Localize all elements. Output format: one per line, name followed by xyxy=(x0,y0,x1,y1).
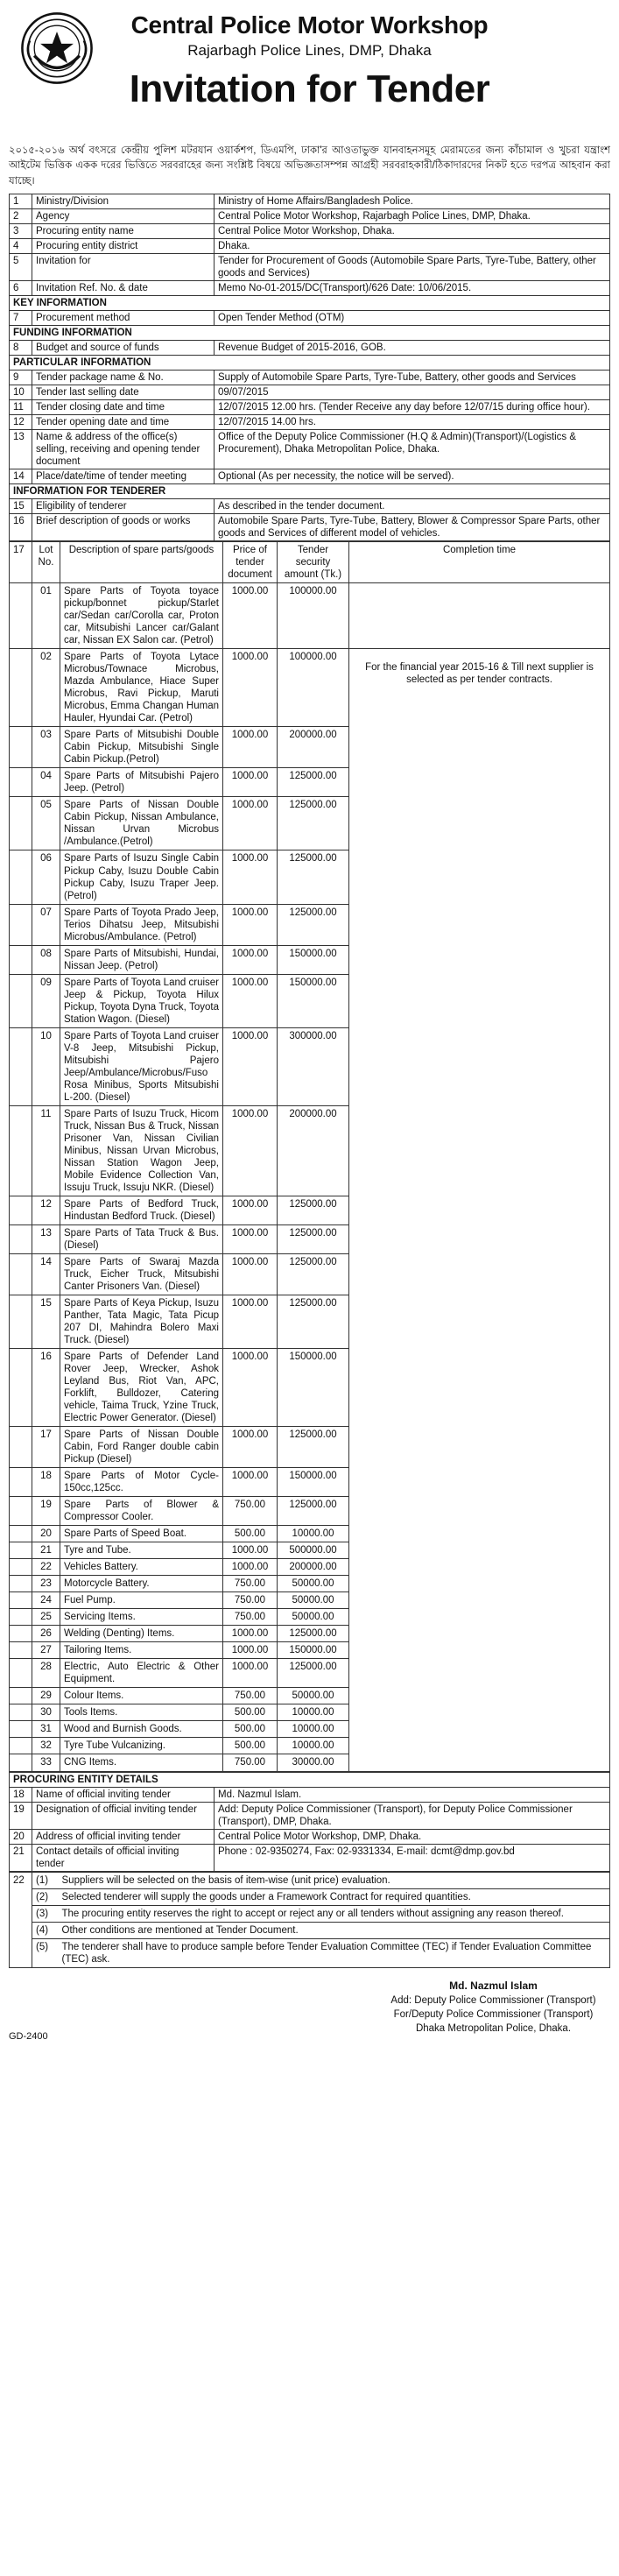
section-heading-row xyxy=(10,295,610,310)
lot-description: Spare Parts of Isuzu Single Cabin Pickup Caby, Isuzu Double Cabin Pickup Caby, Isuzu Traper Jeep. (Petrol) xyxy=(60,850,223,904)
row-label: Tender opening date and time xyxy=(32,414,215,429)
info-row xyxy=(10,1829,610,1844)
info-row xyxy=(10,223,610,238)
lot-spacer xyxy=(10,583,32,649)
lot-no: 02 xyxy=(32,649,60,727)
section-heading: PARTICULAR INFORMATION xyxy=(10,355,610,370)
info-row xyxy=(10,1802,610,1829)
info-row xyxy=(10,499,610,514)
lot-spacer xyxy=(10,974,32,1027)
lot-no: 17 xyxy=(32,1427,60,1468)
lot-no: 32 xyxy=(32,1738,60,1754)
info-row xyxy=(10,1844,610,1871)
lot-description: Spare Parts of Keya Pickup, Isuzu Panther, Tata Magic, Tata Picup 207 DI, Mahindra Bolero Maxi Truck. (Diesel) xyxy=(60,1295,223,1349)
lot-no: 20 xyxy=(32,1526,60,1542)
row-label: Agency xyxy=(32,208,215,223)
lot-price: 1000.00 xyxy=(223,727,278,768)
lot-spacer xyxy=(10,945,32,974)
lot-spacer xyxy=(10,1224,32,1253)
row-no: 21 xyxy=(10,1844,32,1871)
lot-no: 13 xyxy=(32,1224,60,1253)
lot-completion-blank xyxy=(349,583,610,649)
lot-spacer xyxy=(10,1659,32,1688)
section-heading: PROCURING ENTITY DETAILS xyxy=(10,1772,610,1787)
lot-security: 150000.00 xyxy=(278,945,349,974)
lot-no: 07 xyxy=(32,904,60,945)
info-row xyxy=(10,414,610,429)
lot-spacer xyxy=(10,1609,32,1626)
row-no: 5 xyxy=(10,253,32,280)
lot-description: Wood and Burnish Goods. xyxy=(60,1721,223,1738)
lot-description: Spare Parts of Toyota Prado Jeep, Terios Dihatsu Jeep, Mitsubishi Microbus/Ambulance. (Petrol) xyxy=(60,904,223,945)
lot-no: 22 xyxy=(32,1559,60,1576)
info-row xyxy=(10,340,610,355)
lot-spacer xyxy=(10,1196,32,1224)
info-row xyxy=(10,310,610,325)
lot-spacer xyxy=(10,1576,32,1592)
lot-spacer xyxy=(10,1688,32,1704)
row-label: Tender package name & No. xyxy=(32,370,215,385)
lot-security: 125000.00 xyxy=(278,1224,349,1253)
lot-price: 1000.00 xyxy=(223,1468,278,1497)
lots-header-row xyxy=(10,542,610,583)
lot-spacer xyxy=(10,850,32,904)
lot-spacer xyxy=(10,1704,32,1721)
info-row xyxy=(10,208,610,223)
condition-number: (2) xyxy=(32,1888,59,1905)
lot-description: Spare Parts of Swaraj Mazda Truck, Eicher Truck, Mitsubishi Canter Prisoners Van. (Diesel) xyxy=(60,1253,223,1295)
lot-description: Electric, Auto Electric & Other Equipment. xyxy=(60,1659,223,1688)
lot-security: 150000.00 xyxy=(278,1468,349,1497)
lot-security: 10000.00 xyxy=(278,1738,349,1754)
lot-price: 1000.00 xyxy=(223,649,278,727)
lot-no: 23 xyxy=(32,1576,60,1592)
lot-security: 10000.00 xyxy=(278,1526,349,1542)
lot-spacer xyxy=(10,1626,32,1642)
lot-price: 750.00 xyxy=(223,1497,278,1526)
row-value: Add: Deputy Police Commissioner (Transport), for Deputy Police Commissioner (Transport), DMP, Dhaka. xyxy=(215,1802,610,1829)
desc-header: Description of spare parts/goods xyxy=(60,542,223,583)
info-row xyxy=(10,1787,610,1802)
row-value: 12/07/2015 14.00 hrs. xyxy=(215,414,610,429)
lot-security: 125000.00 xyxy=(278,904,349,945)
row-no: 16 xyxy=(10,514,32,541)
lot-security: 125000.00 xyxy=(278,1196,349,1224)
conditions-table xyxy=(9,1872,610,1968)
police-emblem-logo xyxy=(19,11,95,86)
lot-description: CNG Items. xyxy=(60,1754,223,1771)
lot-spacer xyxy=(10,1427,32,1468)
row-value: Memo No-01-2015/DC(Transport)/626 Date: 10/06/2015. xyxy=(215,280,610,295)
row-no: 3 xyxy=(10,223,32,238)
lot-security: 125000.00 xyxy=(278,1659,349,1688)
row-no: 14 xyxy=(10,469,32,484)
lot-price: 500.00 xyxy=(223,1526,278,1542)
completion-header: Completion time xyxy=(349,542,610,583)
lot-price: 1000.00 xyxy=(223,1659,278,1688)
row-no: 6 xyxy=(10,280,32,295)
lot-price: 1000.00 xyxy=(223,1427,278,1468)
lot-security: 125000.00 xyxy=(278,1253,349,1295)
lot-no: 10 xyxy=(32,1027,60,1105)
lot-no: 09 xyxy=(32,974,60,1027)
info-row xyxy=(10,253,610,280)
section-heading-row xyxy=(10,484,610,499)
lot-security: 100000.00 xyxy=(278,649,349,727)
lot-description: Spare Parts of Toyota Land cruiser Jeep & Pickup, Toyota Hilux Pickup, Toyota Dyna Truck, Toyota Station Wagon. (Diesel) xyxy=(60,974,223,1027)
lot-spacer xyxy=(10,1349,32,1427)
lot-description: Spare Parts of Motor Cycle-150cc,125cc. xyxy=(60,1468,223,1497)
lot-security: 500000.00 xyxy=(278,1542,349,1559)
signatory-line-2: For/Deputy Police Commissioner (Transport) xyxy=(393,2008,594,2020)
row-label: Address of official inviting tender xyxy=(32,1829,215,1844)
lot-price: 1000.00 xyxy=(223,850,278,904)
lot-security: 10000.00 xyxy=(278,1704,349,1721)
info-row xyxy=(10,194,610,208)
lot-spacer xyxy=(10,1738,32,1754)
lot-spacer xyxy=(10,1754,32,1771)
lot-spacer xyxy=(10,1105,32,1196)
lot-no: 19 xyxy=(32,1497,60,1526)
price-header: Price of tender document xyxy=(223,542,278,583)
lot-no: 05 xyxy=(32,797,60,850)
lot-security: 50000.00 xyxy=(278,1688,349,1704)
lot-spacer xyxy=(10,768,32,797)
lot-no: 29 xyxy=(32,1688,60,1704)
lot-no: 30 xyxy=(32,1704,60,1721)
lot-security: 125000.00 xyxy=(278,768,349,797)
lot-description: Tyre Tube Vulcanizing. xyxy=(60,1738,223,1754)
row-no: 19 xyxy=(10,1802,32,1829)
lot-description: Spare Parts of Mitsubishi, Hundai, Nissan Jeep. (Petrol) xyxy=(60,945,223,974)
lot-description: Spare Parts of Bedford Truck, Hindustan Bedford Truck. (Diesel) xyxy=(60,1196,223,1224)
lot-description: Spare Parts of Toyota Lytace Microbus/Townace Microbus, Mazda Ambulance, Hiace Super Microbus, Ravi Pickup, Maruti Microbus, Emma Changan Human Hauler, Hyundai Car. (Petrol) xyxy=(60,649,223,727)
row-value: As described in the tender document. xyxy=(215,499,610,514)
lot-price: 750.00 xyxy=(223,1754,278,1771)
lot-security: 150000.00 xyxy=(278,974,349,1027)
lot-price: 1000.00 xyxy=(223,945,278,974)
lot-description: Spare Parts of Nissan Double Cabin Pickup, Nissan Ambulance, Nissan Urvan Microbus /Ambulance.(Petrol) xyxy=(60,797,223,850)
row-label: Brief description of goods or works xyxy=(32,514,215,541)
condition-number: (1) xyxy=(32,1872,59,1888)
lot-description: Fuel Pump. xyxy=(60,1592,223,1609)
lot-no: 26 xyxy=(32,1626,60,1642)
lot-price: 1000.00 xyxy=(223,1295,278,1349)
row-no: 2 xyxy=(10,208,32,223)
row-no: 18 xyxy=(10,1787,32,1802)
condition-text: Suppliers will be selected on the basis of item-wise (unit price) evaluation. xyxy=(59,1872,610,1888)
lot-description: Spare Parts of Mitsubishi Pajero Jeep. (Petrol) xyxy=(60,768,223,797)
condition-text: Other conditions are mentioned at Tender Document. xyxy=(59,1922,610,1938)
lot-security: 125000.00 xyxy=(278,1497,349,1526)
lot-price: 1000.00 xyxy=(223,1224,278,1253)
condition-row xyxy=(10,1872,610,1888)
row-value: Automobile Spare Parts, Tyre-Tube, Battery, Blower & Compressor Spare Parts, other goods and Services of different model of vehicles. xyxy=(215,514,610,541)
info-row xyxy=(10,514,610,541)
row-label: Ministry/Division xyxy=(32,194,215,208)
condition-row xyxy=(10,1938,610,1967)
condition-number: (3) xyxy=(32,1905,59,1922)
row-label: Budget and source of funds xyxy=(32,340,215,355)
lot-spacer xyxy=(10,904,32,945)
lot-security: 125000.00 xyxy=(278,797,349,850)
official-table xyxy=(9,1772,610,1872)
lot-price: 500.00 xyxy=(223,1704,278,1721)
row-label: Designation of official inviting tender xyxy=(32,1802,215,1829)
conditions-no: 22 xyxy=(10,1872,32,1967)
lot-description: Colour Items. xyxy=(60,1688,223,1704)
lot-spacer xyxy=(10,1721,32,1738)
condition-text: Selected tenderer will supply the goods under a Framework Contract for required quantities. xyxy=(59,1888,610,1905)
lot-price: 750.00 xyxy=(223,1609,278,1626)
condition-row xyxy=(10,1922,610,1938)
row-label: Invitation for xyxy=(32,253,215,280)
lot-no-header: Lot No. xyxy=(32,542,60,583)
lot-description: Motorcycle Battery. xyxy=(60,1576,223,1592)
lot-description: Spare Parts of Speed Boat. xyxy=(60,1526,223,1542)
lot-spacer xyxy=(10,1642,32,1659)
section-heading: KEY INFORMATION xyxy=(10,295,610,310)
lot-description: Spare Parts of Nissan Double Cabin, Ford Ranger double cabin Pickup (Diesel) xyxy=(60,1427,223,1468)
condition-text: The tenderer shall have to produce sample before Tender Evaluation Committee (TEC) if Tender Evaluation Committee (TEC) ask. xyxy=(59,1938,610,1967)
lot-no: 08 xyxy=(32,945,60,974)
info-row xyxy=(10,280,610,295)
lot-spacer xyxy=(10,1559,32,1576)
info-row xyxy=(10,385,610,399)
lot-spacer xyxy=(10,1295,32,1349)
row-value: Ministry of Home Affairs/Bangladesh Police. xyxy=(215,194,610,208)
lot-security: 150000.00 xyxy=(278,1349,349,1427)
lot-description: Spare Parts of Defender Land Rover Jeep, Wrecker, Ashok Leyland Bus, Riot Van, APC, Forklift, Bulldozer, Catering vehicle, Taima Truck, Yzine Truck, Electric Power Generator. (Diesel) xyxy=(60,1349,223,1427)
row-value: Phone : 02-9350274, Fax: 02-9331334, E-mail: dcmt@dmp.gov.bd xyxy=(215,1844,610,1871)
lot-spacer xyxy=(10,1592,32,1609)
condition-row xyxy=(10,1888,610,1905)
row-no: 20 xyxy=(10,1829,32,1844)
row-value: Central Police Motor Workshop, DMP, Dhaka. xyxy=(215,1829,610,1844)
lot-price: 1000.00 xyxy=(223,1542,278,1559)
lot-no: 27 xyxy=(32,1642,60,1659)
lot-security: 150000.00 xyxy=(278,1642,349,1659)
info-row xyxy=(10,469,610,484)
lot-spacer xyxy=(10,797,32,850)
info-table xyxy=(9,194,610,541)
lot-security: 50000.00 xyxy=(278,1609,349,1626)
lot-price: 1000.00 xyxy=(223,583,278,649)
lot-price: 1000.00 xyxy=(223,904,278,945)
signature-block xyxy=(376,1979,610,2036)
lot-spacer xyxy=(10,1468,32,1497)
lot-spacer xyxy=(10,1497,32,1526)
row-no: 12 xyxy=(10,414,32,429)
signatory-line-1: Add: Deputy Police Commissioner (Transport) xyxy=(390,1994,596,2006)
row-label: Eligibility of tenderer xyxy=(32,499,215,514)
info-row xyxy=(10,399,610,414)
row-value: Revenue Budget of 2015-2016, GOB. xyxy=(215,340,610,355)
lot-no: 31 xyxy=(32,1721,60,1738)
section-heading-row xyxy=(10,325,610,340)
lot-security: 50000.00 xyxy=(278,1576,349,1592)
condition-number: (4) xyxy=(32,1922,59,1938)
lot-price: 1000.00 xyxy=(223,1642,278,1659)
lot-spacer xyxy=(10,727,32,768)
lot-security: 200000.00 xyxy=(278,1559,349,1576)
organization-name: Central Police Motor Workshop xyxy=(130,11,489,39)
row-label: Name & address of the office(s) selling, receiving and opening tender document xyxy=(32,430,215,469)
lot-no: 15 xyxy=(32,1295,60,1349)
lot-spacer xyxy=(10,1542,32,1559)
lot-description: Tyre and Tube. xyxy=(60,1542,223,1559)
row-value: Optional (As per necessity, the notice will be served). xyxy=(215,469,610,484)
row-no: 8 xyxy=(10,340,32,355)
lot-spacer xyxy=(10,649,32,727)
organization-address: Rajarbagh Police Lines, DMP, Dhaka xyxy=(187,42,432,60)
signatory-line-3: Dhaka Metropolitan Police, Dhaka. xyxy=(415,2022,572,2034)
lot-description: Spare Parts of Blower & Compressor Cooler. xyxy=(60,1497,223,1526)
lot-no: 01 xyxy=(32,583,60,649)
info-row xyxy=(10,370,610,385)
lot-security: 200000.00 xyxy=(278,1105,349,1196)
row-no: 13 xyxy=(10,430,32,469)
lot-security: 125000.00 xyxy=(278,850,349,904)
lot-no: 33 xyxy=(32,1754,60,1771)
gd-number: GD-2400 xyxy=(9,2030,48,2042)
signatory-name: Md. Nazmul Islam xyxy=(449,1979,538,1992)
row-value: 12/07/2015 12.00 hrs. (Tender Receive any day before 12/07/15 during office hour). xyxy=(215,399,610,414)
lot-price: 1000.00 xyxy=(223,1626,278,1642)
row-no: 10 xyxy=(10,385,32,399)
lot-description: Spare Parts of Mitsubishi Double Cabin Pickup, Mitsubishi Single Cabin Pickup.(Petrol) xyxy=(60,727,223,768)
lot-security: 125000.00 xyxy=(278,1427,349,1468)
lot-price: 1000.00 xyxy=(223,797,278,850)
lot-no: 06 xyxy=(32,850,60,904)
lot-price: 750.00 xyxy=(223,1592,278,1609)
lot-price: 500.00 xyxy=(223,1738,278,1754)
condition-text: The procuring entity reserves the right to accept or reject any or all tenders without assigning any reason thereof. xyxy=(59,1905,610,1922)
lot-no: 03 xyxy=(32,727,60,768)
lot-price: 1000.00 xyxy=(223,1349,278,1427)
row-label: Procuring entity name xyxy=(32,223,215,238)
lot-description: Servicing Items. xyxy=(60,1609,223,1626)
row-label: Invitation Ref. No. & date xyxy=(32,280,215,295)
intro-paragraph: ২০১৫-২০১৬ অর্থ বৎসরে কেন্দ্রীয় পুলিশ মটরযান ওয়ার্কশপ, ডিএমপি, ঢাকা'র আওতাভুক্ত যানবাহনসমূহ মেরামতের জন্য কাঁচামাল ও খুচরা যন্ত্রাংশ আইটেম ভিত্তিক একক দরের ভিত্তিতে সরবরাহের জন্য সংশ্লিষ্ট বিষয়ে অভিজ্ঞতাসম্পন্ন আগ্রহী সরবরাহকারী/ঠিকাদারদের নিকট হতে দরপত্র আহবান করা যাচ্ছে। xyxy=(9,145,610,187)
lot-price: 1000.00 xyxy=(223,974,278,1027)
lot-description: Spare Parts of Toyota Land cruiser V-8 Jeep, Mitsubishi Pickup, Mitsubishi Pajero Jeep/Ambulance/Microbus/Fuso Rosa Minibus, Sports Mitsubishi L-200. (Diesel) xyxy=(60,1027,223,1105)
lot-description: Tailoring Items. xyxy=(60,1642,223,1659)
notice-title: Invitation for Tender xyxy=(129,67,490,110)
lot-price: 750.00 xyxy=(223,1576,278,1592)
row-label: Contact details of official inviting tender xyxy=(32,1844,215,1871)
lot-security: 100000.00 xyxy=(278,583,349,649)
lot-no: 12 xyxy=(32,1196,60,1224)
row-no: 11 xyxy=(10,399,32,414)
lot-no: 28 xyxy=(32,1659,60,1688)
lot-completion-time: For the financial year 2015-16 & Till next supplier is selected as per tender contracts. xyxy=(349,649,610,1771)
condition-number: (5) xyxy=(32,1938,59,1967)
lot-description: Vehicles Battery. xyxy=(60,1559,223,1576)
row-value: Tender for Procurement of Goods (Automobile Spare Parts, Tyre-Tube, Battery, other goods and Services) xyxy=(215,253,610,280)
info-row xyxy=(10,238,610,253)
section-heading: INFORMATION FOR TENDERER xyxy=(10,484,610,499)
row-value: Central Police Motor Workshop, Rajarbagh Police Lines, DMP, Dhaka. xyxy=(215,208,610,223)
info-row xyxy=(10,430,610,469)
lot-row xyxy=(10,583,610,649)
row-no: 9 xyxy=(10,370,32,385)
lot-security: 10000.00 xyxy=(278,1721,349,1738)
lot-no: 21 xyxy=(32,1542,60,1559)
row-label: Procuring entity district xyxy=(32,238,215,253)
lots-table xyxy=(9,541,610,1771)
lot-no: 25 xyxy=(32,1609,60,1626)
lot-row xyxy=(10,649,610,727)
section-heading-row xyxy=(10,355,610,370)
lot-price: 750.00 xyxy=(223,1688,278,1704)
row-value: Open Tender Method (OTM) xyxy=(215,310,610,325)
row-value: 09/07/2015 xyxy=(215,385,610,399)
row-no: 7 xyxy=(10,310,32,325)
lot-no: 11 xyxy=(32,1105,60,1196)
lot-price: 1000.00 xyxy=(223,768,278,797)
lot-spacer xyxy=(10,1027,32,1105)
row-label: Tender closing date and time xyxy=(32,399,215,414)
lot-description: Spare Parts of Isuzu Truck, Hicom Truck, Nissan Bus & Truck, Nissan Prisoner Van, Nissan Civilian Minibus, Nissan Urvan Microbus, Nissan Station Wagon Jeep, Mobile Evidence Collection Van, Issuju Truck, Issuju NKR. (Diesel) xyxy=(60,1105,223,1196)
lot-no: 24 xyxy=(32,1592,60,1609)
lot-price: 1000.00 xyxy=(223,1559,278,1576)
lot-security: 300000.00 xyxy=(278,1027,349,1105)
row-no: 4 xyxy=(10,238,32,253)
lot-price: 1000.00 xyxy=(223,1253,278,1295)
lots-section-no: 17 xyxy=(10,542,32,583)
row-value: Supply of Automobile Spare Parts, Tyre-Tube, Battery, other goods and Services xyxy=(215,370,610,385)
lot-security: 200000.00 xyxy=(278,727,349,768)
notice-header xyxy=(9,7,610,140)
security-header: Tender security amount (Tk.) xyxy=(278,542,349,583)
lot-description: Spare Parts of Tata Truck & Bus. (Diesel) xyxy=(60,1224,223,1253)
row-value: Central Police Motor Workshop, Dhaka. xyxy=(215,223,610,238)
row-label: Tender last selling date xyxy=(32,385,215,399)
lot-price: 1000.00 xyxy=(223,1105,278,1196)
lot-spacer xyxy=(10,1526,32,1542)
row-value: Md. Nazmul Islam. xyxy=(215,1787,610,1802)
lot-no: 16 xyxy=(32,1349,60,1427)
lot-no: 14 xyxy=(32,1253,60,1295)
lot-no: 18 xyxy=(32,1468,60,1497)
row-value: Dhaka. xyxy=(215,238,610,253)
lot-no: 04 xyxy=(32,768,60,797)
lot-description: Tools Items. xyxy=(60,1704,223,1721)
lot-price: 1000.00 xyxy=(223,1196,278,1224)
row-value: Office of the Deputy Police Commissioner (H.Q & Admin)(Transport)/(Logistics & Procurement), Dhaka Metropolitan Police, Dhaka. xyxy=(215,430,610,469)
lot-price: 1000.00 xyxy=(223,1027,278,1105)
section-heading: FUNDING INFORMATION xyxy=(10,325,610,340)
lot-description: Welding (Denting) Items. xyxy=(60,1626,223,1642)
lot-security: 125000.00 xyxy=(278,1626,349,1642)
condition-row xyxy=(10,1905,610,1922)
row-label: Place/date/time of tender meeting xyxy=(32,469,215,484)
lot-security: 125000.00 xyxy=(278,1295,349,1349)
lot-price: 500.00 xyxy=(223,1721,278,1738)
lot-description: Spare Parts of Toyota toyace pickup/bonnet pickup/Starlet car/Sedan car/Corolla car, Proton car, Mitsubishi Lancer car/Galant car, Nissan EX Salon car. (Petrol) xyxy=(60,583,223,649)
section-heading-row xyxy=(10,1772,610,1787)
lot-security: 50000.00 xyxy=(278,1592,349,1609)
lot-spacer xyxy=(10,1253,32,1295)
row-no: 1 xyxy=(10,194,32,208)
row-label: Procurement method xyxy=(32,310,215,325)
row-no: 15 xyxy=(10,499,32,514)
lot-security: 30000.00 xyxy=(278,1754,349,1771)
row-label: Name of official inviting tender xyxy=(32,1787,215,1802)
